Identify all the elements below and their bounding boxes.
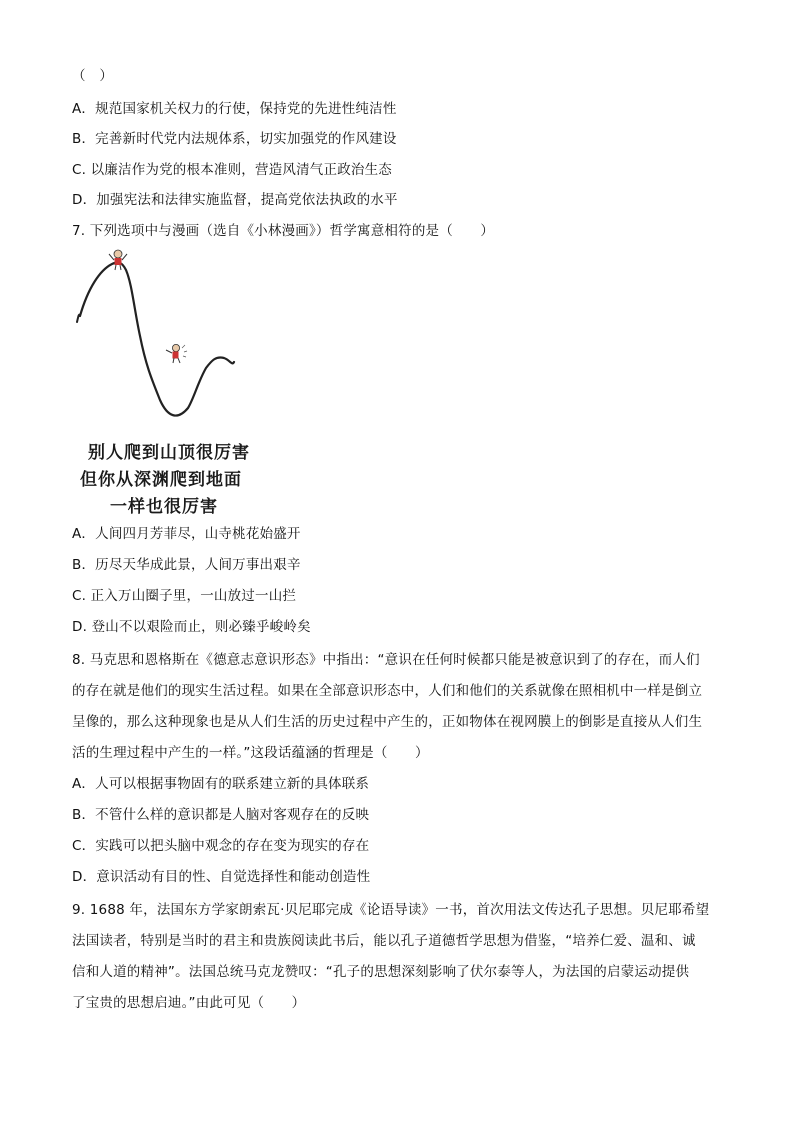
comic-caption-line-3: 一样也很厉害	[110, 497, 218, 517]
comic-caption-line-1: 别人爬到山顶很厉害	[88, 443, 250, 463]
q8-stem-line-4: 活的生理过程中产生的一样。”这段话蕴涵的哲理是（ ）	[72, 745, 429, 761]
q8-stem-line-1: 8. 马克思和恩格斯在《德意志意识形态》中指出：“意识在任何时候都只能是被意识到了的存在，而人们	[72, 652, 700, 668]
q7-option-b: B．历尽天华成此景，人间万事出艰辛	[72, 557, 301, 573]
q8-option-c: C．实践可以把头脑中观念的存在变为现实的存在	[72, 838, 370, 854]
q9-stem-line-2: 法国读者，特别是当时的君主和贵族阅读此书后，能以孔子道德哲学思想为借鉴，“培养仁爱、温和、诚	[72, 933, 696, 949]
q8-option-a: A．人可以根据事物固有的联系建立新的具体联系	[72, 776, 370, 792]
q6-option-a: A．规范国家机关权力的行使，保持党的先进性纯洁性	[72, 101, 397, 117]
q7-option-a: A．人间四月芳菲尽，山寺桃花始盛开	[72, 526, 301, 542]
q8-stem-line-2: 的存在就是他们的现实生活过程。如果在全部意识形态中，人们和他们的关系就像在照相机中一样是倒立	[72, 683, 703, 699]
q8-option-d: D．意识活动有目的性、自觉选择性和能动创造性	[72, 869, 371, 885]
q6-option-d: D．加强宪法和法律实施监督，提高党依法执政的水平	[72, 192, 398, 208]
q7-stem: 7. 下列选项中与漫画（选自《小林漫画》）哲学寓意相符的是（ ）	[72, 223, 495, 239]
q8-option-b: B．不管什么样的意识都是人脑对客观存在的反映	[72, 807, 370, 823]
q7-option-d: D. 登山不以艰险而止，则必臻乎峻岭矣	[72, 619, 311, 635]
q6-option-b: B．完善新时代党内法规体系，切实加强党的作风建设	[72, 131, 397, 147]
q9-stem-line-4: 了宝贵的思想启迪。”由此可见（ ）	[72, 995, 306, 1011]
q6-option-c: C. 以廉洁作为党的根本准则，营造风清气正政治生态	[72, 162, 393, 178]
q9-stem-line-3: 信和人道的精神”。法国总统马克龙赞叹：“孔子的思想深刻影响了伏尔泰等人，为法国的启蒙运动提供	[72, 964, 690, 980]
comic-drawing	[76, 248, 276, 438]
q7-option-c: C. 正入万山圈子里，一山放过一山拦	[72, 588, 297, 604]
q8-stem-line-3: 呈像的，那么这种现象也是从人们生活的历史过程中产生的，正如物体在视网膜上的倒影是直接从人们生	[72, 714, 703, 730]
comic-caption-line-2: 但你从深渊爬到地面	[80, 470, 242, 490]
figure-climbing	[166, 344, 187, 363]
q9-stem-line-1: 9. 1688 年，法国东方学家朗索瓦·贝尼耶完成《论语导读》一书，首次用法文传达孔子思想。贝尼耶希望	[72, 902, 710, 918]
q6-answer-bracket: （ ）	[72, 68, 114, 84]
comic-illustration	[76, 248, 276, 518]
